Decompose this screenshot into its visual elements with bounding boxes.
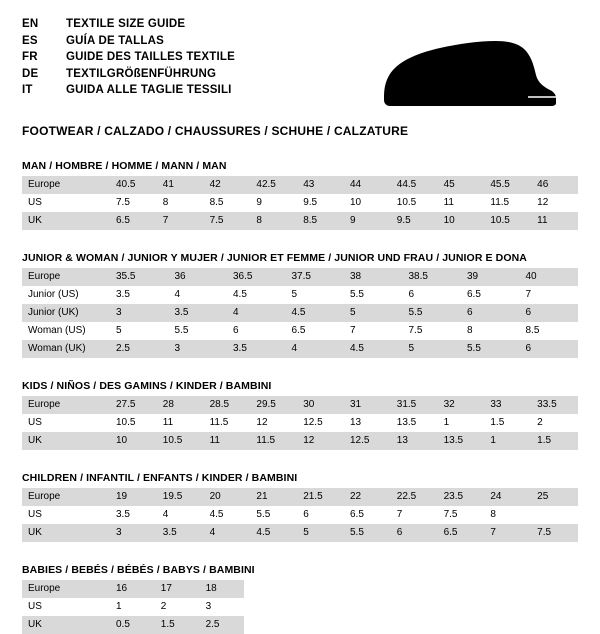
language-row [22, 84, 235, 101]
table-row [22, 580, 244, 598]
size-block-man [22, 160, 578, 230]
size-cell: 28 [157, 396, 204, 414]
size-cell: 5.5 [250, 506, 297, 524]
table-row [22, 524, 578, 542]
size-table-junior-woman [22, 268, 578, 358]
size-cell: 5 [403, 340, 462, 358]
language-title: GUIDE DES TAILLES TEXTILE [66, 51, 235, 63]
size-cell: 21 [250, 488, 297, 506]
size-cell: 10.5 [157, 432, 204, 450]
size-cell: 4 [286, 340, 345, 358]
size-cell: 3 [110, 304, 169, 322]
size-cell: 10 [110, 432, 157, 450]
block-title: KIDS / NIÑOS / DES GAMINS / KINDER / BAMBINI [22, 380, 272, 392]
size-cell: 6 [227, 322, 286, 340]
size-cell: 12.5 [344, 432, 391, 450]
block-title: BABIES / BEBÉS / BÉBÉS / BABYS / BAMBINI [22, 564, 255, 576]
size-cell: 5.5 [344, 286, 403, 304]
size-cell: 5 [286, 286, 345, 304]
size-cell: 13.5 [438, 432, 485, 450]
size-cell: 10 [438, 212, 485, 230]
size-cell: 36.5 [227, 268, 286, 286]
language-title: TEXTILE SIZE GUIDE [66, 18, 186, 30]
size-cell: 5.5 [403, 304, 462, 322]
size-cell: 19.5 [157, 488, 204, 506]
size-cell: 9 [250, 194, 297, 212]
size-cell: 43 [297, 176, 344, 194]
footwear-section-title: FOOTWEAR / CALZADO / CHAUSSURES / SCHUHE / CALZATURE [22, 124, 409, 138]
size-cell: 27.5 [110, 396, 157, 414]
size-cell: 9.5 [391, 212, 438, 230]
size-cell: 5 [297, 524, 344, 542]
size-cell: 1 [484, 432, 531, 450]
size-cell: 17 [155, 580, 200, 598]
size-cell: 6.5 [110, 212, 157, 230]
size-cell: 6.5 [286, 322, 345, 340]
size-cell: 37.5 [286, 268, 345, 286]
size-cell: 9.5 [297, 194, 344, 212]
size-cell: 21.5 [297, 488, 344, 506]
size-cell: 12 [250, 414, 297, 432]
size-block-children [22, 472, 578, 542]
table-row [22, 616, 244, 634]
size-cell: 1 [438, 414, 485, 432]
language-list-body [22, 18, 235, 101]
size-table-man [22, 176, 578, 230]
size-cell: 0.5 [110, 616, 155, 634]
size-cell: 2.5 [110, 340, 169, 358]
table-row [22, 322, 578, 340]
size-cell: 4 [169, 286, 228, 304]
language-title: GUIDA ALLE TAGLIE TESSILI [66, 84, 232, 96]
size-cell: 2.5 [200, 616, 245, 634]
size-cell: 5 [344, 304, 403, 322]
size-cell: 11.5 [204, 414, 251, 432]
size-table-children [22, 488, 578, 542]
size-cell: 28.5 [204, 396, 251, 414]
size-block-babies [22, 564, 578, 634]
size-cell: 3.5 [227, 340, 286, 358]
row-label: US [22, 506, 110, 524]
language-title: TEXTILGRÖßENFÜHRUNG [66, 67, 217, 80]
size-cell: 8 [461, 322, 520, 340]
size-cell: 3.5 [169, 304, 228, 322]
size-cell: 16 [110, 580, 155, 598]
size-cell: 2 [531, 414, 578, 432]
size-cell: 19 [110, 488, 157, 506]
size-cell: 4.5 [250, 524, 297, 542]
size-cell: 11 [438, 194, 485, 212]
size-cell: 35.5 [110, 268, 169, 286]
size-cell: 33 [484, 396, 531, 414]
size-cell: 44.5 [391, 176, 438, 194]
size-cell: 38 [344, 268, 403, 286]
size-cell: 11 [157, 414, 204, 432]
size-cell: 41 [157, 176, 204, 194]
table-row [22, 396, 578, 414]
size-cell: 12 [297, 432, 344, 450]
size-cell: 40.5 [110, 176, 157, 194]
table-row [22, 176, 578, 194]
row-label: UK [22, 212, 110, 230]
size-cell: 9 [344, 212, 391, 230]
size-cell: 20 [204, 488, 251, 506]
row-label: Junior (US) [22, 286, 110, 304]
size-cell: 6.5 [461, 286, 520, 304]
size-cell: 3 [169, 340, 228, 358]
language-row [22, 68, 235, 85]
size-cell: 4.5 [286, 304, 345, 322]
size-cell: 7 [391, 506, 438, 524]
size-cell [531, 506, 578, 524]
size-cell: 30 [297, 396, 344, 414]
table-row [22, 286, 578, 304]
size-cell: 5.5 [169, 322, 228, 340]
language-code: IT [22, 84, 33, 96]
row-label: UK [22, 616, 110, 634]
size-cell: 4.5 [344, 340, 403, 358]
size-cell: 5.5 [461, 340, 520, 358]
table-row [22, 488, 578, 506]
language-code: DE [22, 67, 39, 80]
language-code: FR [22, 51, 38, 63]
table-row [22, 194, 578, 212]
row-label: Europe [22, 488, 110, 506]
size-cell: 32 [438, 396, 485, 414]
size-cell: 40 [520, 268, 579, 286]
size-cell: 3 [110, 524, 157, 542]
size-cell: 36 [169, 268, 228, 286]
size-cell: 6 [520, 304, 579, 322]
size-cell: 7 [344, 322, 403, 340]
size-cell: 8.5 [297, 212, 344, 230]
size-cell: 7.5 [438, 506, 485, 524]
size-cell: 13 [344, 414, 391, 432]
size-cell: 1.5 [155, 616, 200, 634]
size-table-kids [22, 396, 578, 450]
size-table-babies [22, 580, 244, 634]
size-cell: 6 [391, 524, 438, 542]
size-cell: 1 [110, 598, 155, 616]
size-cell: 11.5 [250, 432, 297, 450]
table-row [22, 506, 578, 524]
size-cell: 45 [438, 176, 485, 194]
table-row [22, 432, 578, 450]
size-cell: 7.5 [110, 194, 157, 212]
size-cell: 7.5 [531, 524, 578, 542]
size-cell: 3.5 [110, 506, 157, 524]
size-cell: 10.5 [391, 194, 438, 212]
size-cell: 33.5 [531, 396, 578, 414]
size-block-junior-woman [22, 252, 578, 358]
table-row [22, 304, 578, 322]
size-cell: 31.5 [391, 396, 438, 414]
size-cell: 8 [250, 212, 297, 230]
language-list [22, 18, 235, 101]
table-row [22, 268, 578, 286]
size-cell: 23.5 [438, 488, 485, 506]
size-cell: 24 [484, 488, 531, 506]
table-row [22, 340, 578, 358]
size-cell: 7.5 [204, 212, 251, 230]
size-cell: 8.5 [520, 322, 579, 340]
size-cell: 4 [204, 524, 251, 542]
row-label: US [22, 194, 110, 212]
size-cell: 8 [157, 194, 204, 212]
table-row [22, 212, 578, 230]
row-label: US [22, 414, 110, 432]
size-cell: 29.5 [250, 396, 297, 414]
size-cell: 22.5 [391, 488, 438, 506]
size-cell: 38.5 [403, 268, 462, 286]
size-cell: 10.5 [110, 414, 157, 432]
size-cell: 45.5 [484, 176, 531, 194]
row-label: Europe [22, 176, 110, 194]
size-cell: 46 [531, 176, 578, 194]
size-cell: 8 [484, 506, 531, 524]
row-label: Europe [22, 580, 110, 598]
language-code: EN [22, 18, 39, 30]
language-row [22, 35, 235, 52]
row-label: Woman (US) [22, 322, 110, 340]
size-cell: 18 [200, 580, 245, 598]
row-label: UK [22, 524, 110, 542]
size-cell: 22 [344, 488, 391, 506]
size-cell: 8.5 [204, 194, 251, 212]
size-cell: 5.5 [344, 524, 391, 542]
size-cell: 31 [344, 396, 391, 414]
table-row [22, 598, 244, 616]
size-cell: 12 [531, 194, 578, 212]
size-cell: 42.5 [250, 176, 297, 194]
size-cell: 10 [344, 194, 391, 212]
dress-shoe-icon [378, 34, 558, 112]
size-cell: 7 [157, 212, 204, 230]
size-cell: 2 [155, 598, 200, 616]
size-cell: 3.5 [110, 286, 169, 304]
size-cell: 4.5 [204, 506, 251, 524]
row-label: UK [22, 432, 110, 450]
size-block-kids [22, 380, 578, 450]
size-cell: 7 [484, 524, 531, 542]
size-cell: 6.5 [438, 524, 485, 542]
row-label: US [22, 598, 110, 616]
row-label: Europe [22, 396, 110, 414]
size-cell: 11 [531, 212, 578, 230]
size-cell: 5 [110, 322, 169, 340]
size-cell: 1.5 [531, 432, 578, 450]
size-cell: 3.5 [157, 524, 204, 542]
document-header [22, 18, 578, 110]
row-label: Junior (UK) [22, 304, 110, 322]
size-cell: 6 [461, 304, 520, 322]
size-cell: 6 [297, 506, 344, 524]
size-cell: 13 [391, 432, 438, 450]
language-row [22, 51, 235, 68]
row-label: Woman (UK) [22, 340, 110, 358]
size-cell: 6 [520, 340, 579, 358]
block-title: CHILDREN / INFANTIL / ENFANTS / KINDER / BAMBINI [22, 472, 298, 484]
language-code: ES [22, 34, 38, 47]
size-cell: 6.5 [344, 506, 391, 524]
language-title: GUÍA DE TALLAS [66, 34, 164, 47]
size-cell: 4 [157, 506, 204, 524]
size-cell: 10.5 [484, 212, 531, 230]
size-cell: 11 [204, 432, 251, 450]
size-cell: 12.5 [297, 414, 344, 432]
language-row [22, 18, 235, 35]
size-cell: 7.5 [403, 322, 462, 340]
size-cell: 11.5 [484, 194, 531, 212]
size-cell: 7 [520, 286, 579, 304]
size-cell: 13.5 [391, 414, 438, 432]
table-row [22, 414, 578, 432]
size-cell: 39 [461, 268, 520, 286]
row-label: Europe [22, 268, 110, 286]
size-cell: 25 [531, 488, 578, 506]
block-title: JUNIOR & WOMAN / JUNIOR Y MUJER / JUNIOR ET FEMME / JUNIOR UND FRAU / JUNIOR E DONA [22, 252, 527, 264]
size-cell: 4.5 [227, 286, 286, 304]
size-cell: 1.5 [484, 414, 531, 432]
block-title: MAN / HOMBRE / HOMME / MANN / MAN [22, 160, 227, 172]
size-cell: 4 [227, 304, 286, 322]
size-cell: 6 [403, 286, 462, 304]
size-cell: 44 [344, 176, 391, 194]
size-cell: 3 [200, 598, 245, 616]
size-cell: 42 [204, 176, 251, 194]
